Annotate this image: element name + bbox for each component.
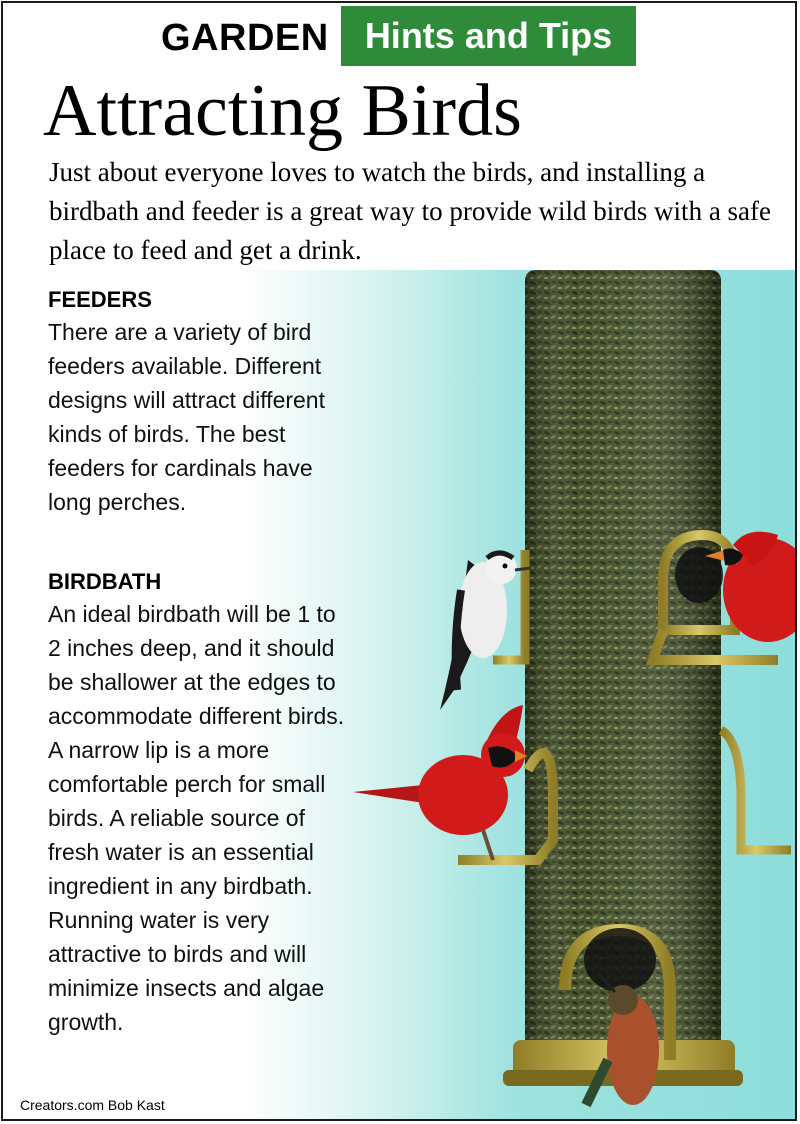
- section-heading-birdbath: BIRDBATH: [48, 569, 162, 594]
- section-heading-feeders: FEEDERS: [48, 287, 152, 312]
- feeder-port-right: [721, 730, 791, 850]
- article-card: [1, 1, 797, 1121]
- article-title: Attracting Birds: [43, 70, 522, 152]
- article-intro: Just about everyone loves to watch the birds, and installing a birdbath and feeder is a great way to provide wild birds with a safe place to feed and get a drink.: [49, 157, 772, 265]
- woodpecker-bird: [440, 552, 531, 710]
- photo-credit: Creators.com Bob Kast: [20, 1097, 165, 1113]
- bird-feeder-photo: [333, 270, 797, 1121]
- section-body-feeders: There are a variety of bird feeders available. Different designs will attract different kinds of birds. The best feeders for cardinals have long perches.: [48, 319, 325, 515]
- header-label: GARDEN: [161, 17, 329, 59]
- header-tag: Hints and Tips: [341, 6, 636, 66]
- section-body-birdbath: An ideal birdbath will be 1 to 2 inches deep, and it should be shallower at the edges to accommodate different birds. A narrow lip is a more comfortable perch for small birds. A reliable source of fresh water is an essential ingredient in any birdbath. Running water is very attractive to birds and will minimize insects and algae growth.: [48, 601, 345, 1035]
- cardinal-bird-lower: [353, 705, 527, 860]
